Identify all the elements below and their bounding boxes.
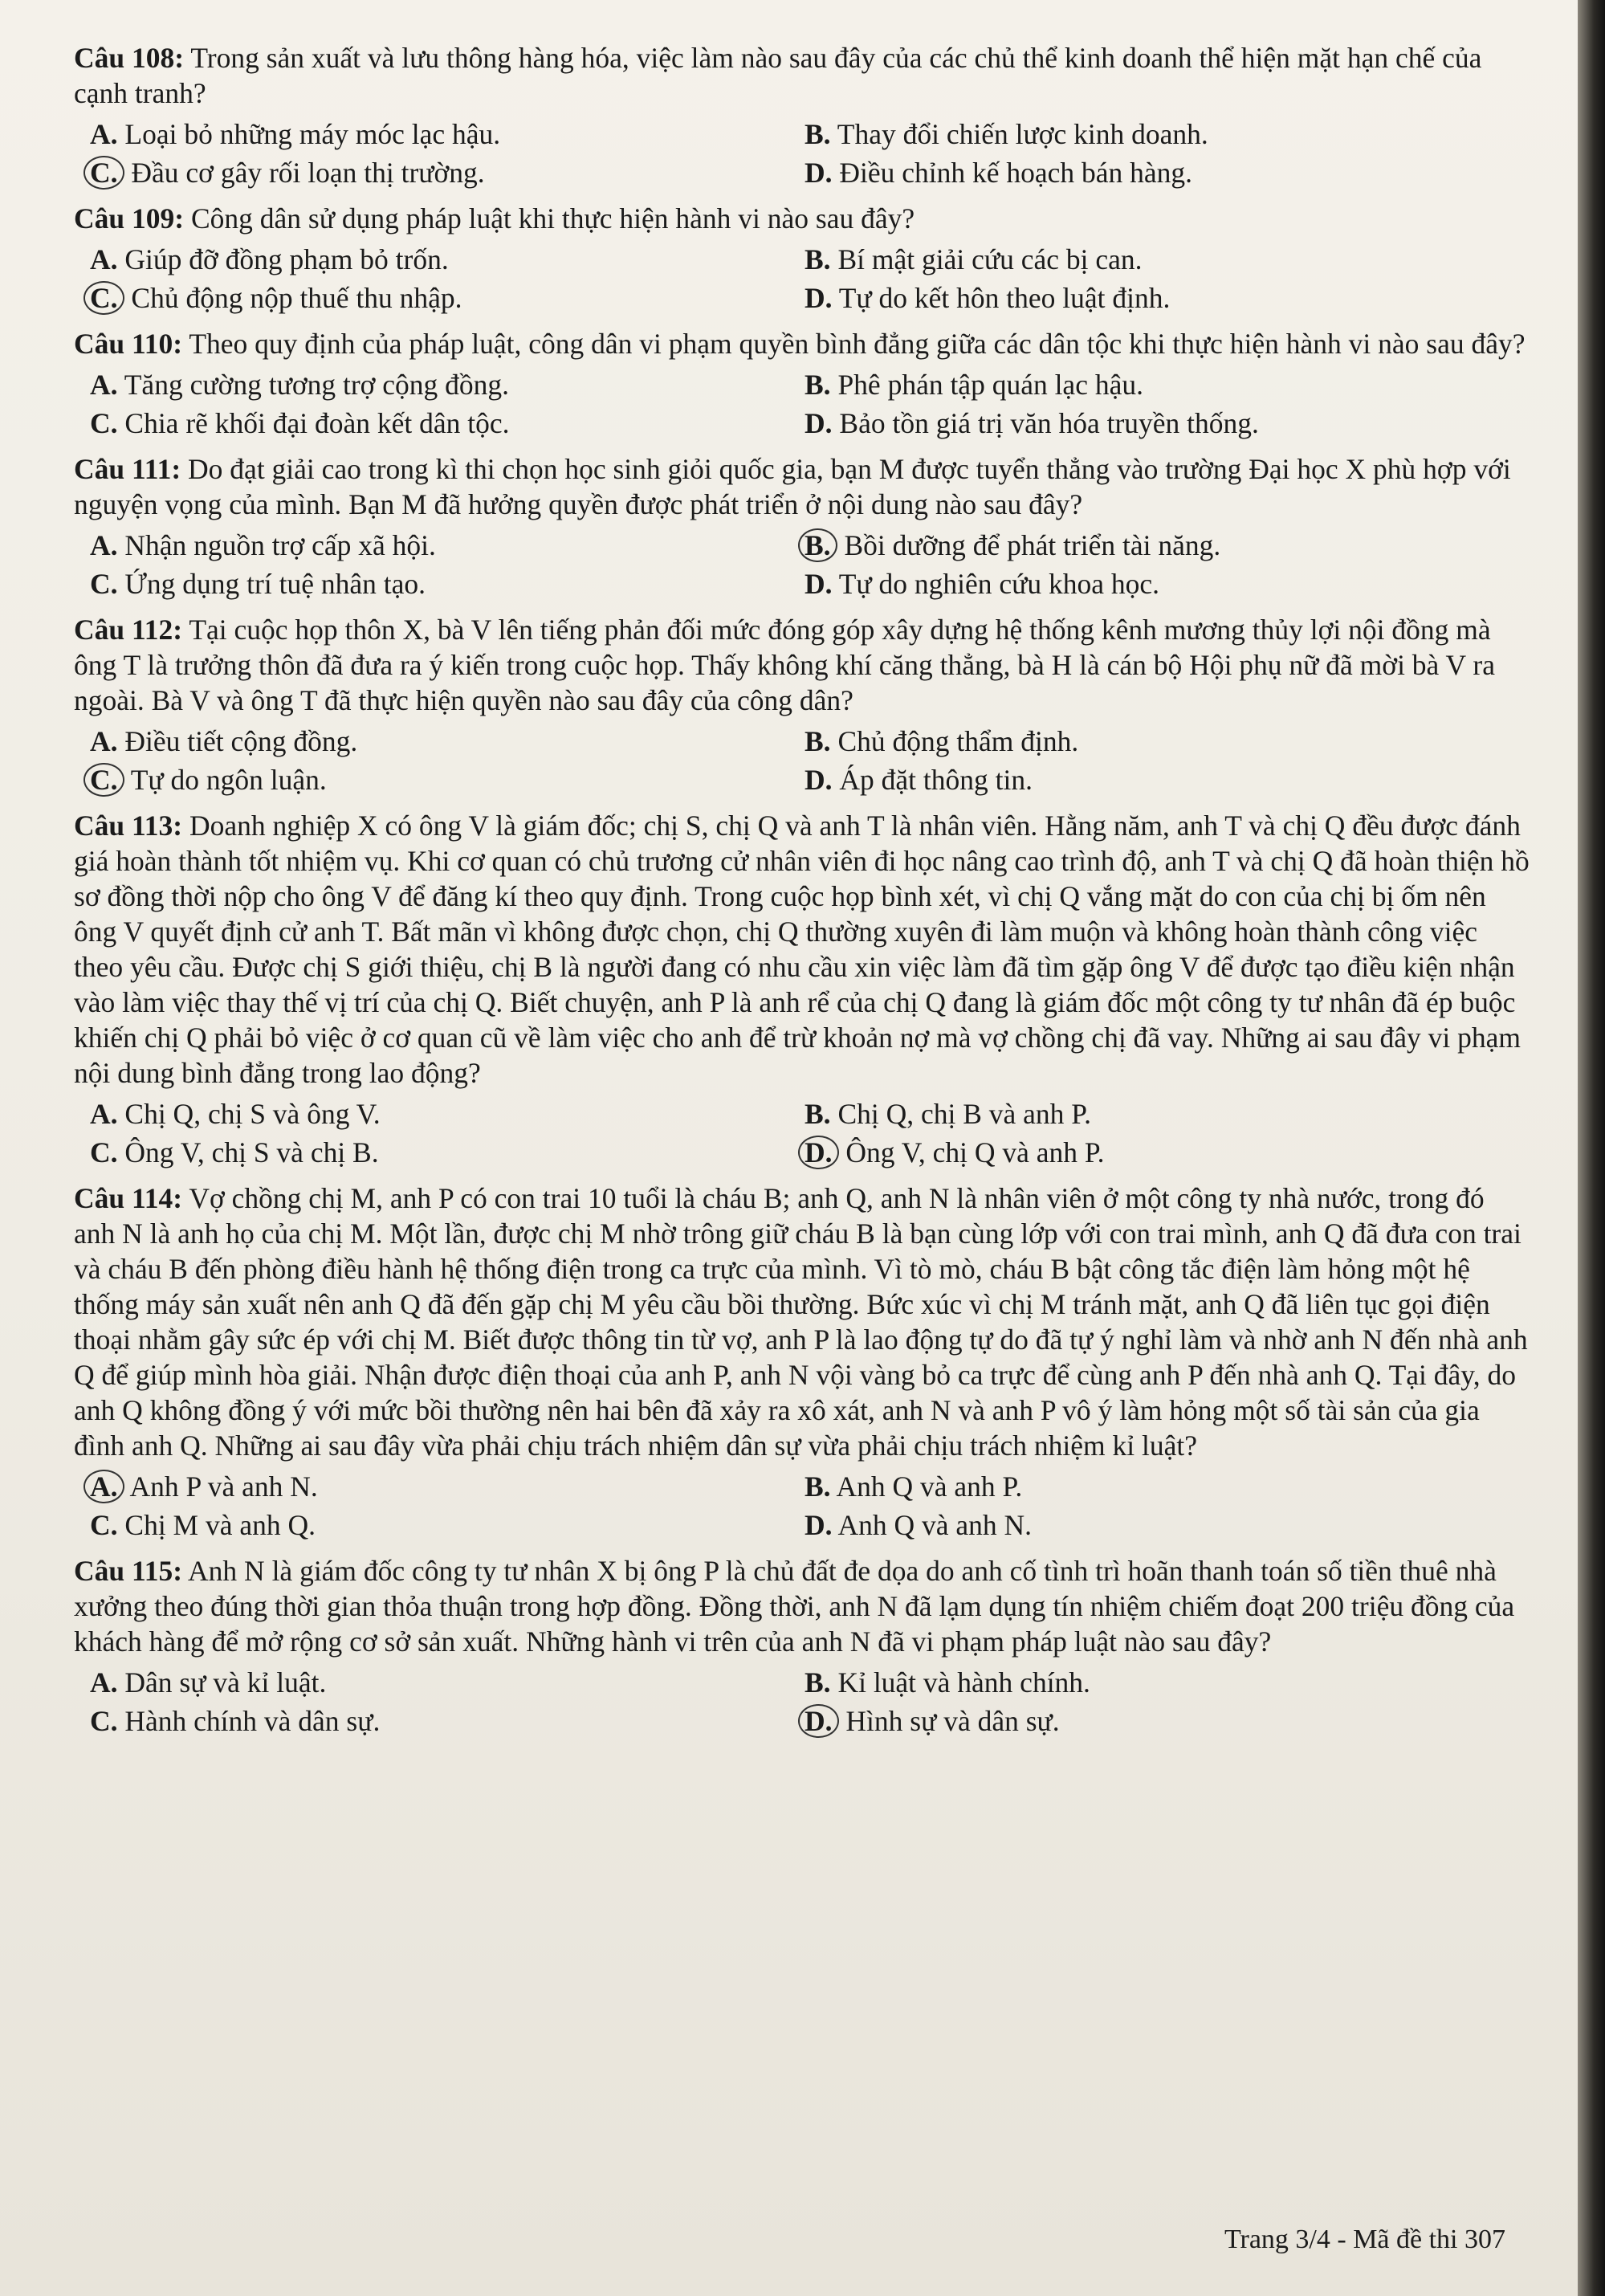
page-edge-shadow	[1578, 0, 1605, 2296]
option-b[interactable]: B. Bí mật giải cứu các bị can.	[805, 243, 1143, 275]
option-d[interactable]: D. Bảo tồn giá trị văn hóa truyền thống.	[805, 407, 1259, 439]
circled-answer-mark: C.	[84, 281, 124, 315]
option-b[interactable]: B. Kỉ luật và hành chính.	[805, 1666, 1090, 1699]
option-d[interactable]: D. Điều chỉnh kế hoạch bán hàng.	[805, 157, 1193, 189]
question-label: Câu 110:	[74, 328, 183, 360]
option-c[interactable]: C. Chủ động nộp thuế thu nhập.	[90, 279, 788, 316]
answer-options	[74, 1468, 1530, 1544]
option-d[interactable]: D. Tự do nghiên cứu khoa học.	[805, 568, 1160, 600]
question-text: Công dân sử dụng pháp luật khi thực hiện hành vi nào sau đây?	[190, 202, 915, 234]
question-110	[74, 326, 1530, 442]
question-label: Câu 114:	[74, 1182, 183, 1214]
question-text: Tại cuộc họp thôn X, bà V lên tiếng phản đối mức đóng góp xây dựng hệ thống kênh mương thủy lợi nội đồng mà ông T là trưởng thôn đã đưa ra ý kiến trong cuộc họp. Thấy không khí căng thẳng, bà H là cán bộ Hội phụ nữ đã mời bà V ra ngoài. Bà V và ông T đã thực hiện quyền nào sau đây của công dân?	[74, 614, 1495, 716]
option-a[interactable]: A. Giúp đỡ đồng phạm bỏ trốn.	[90, 243, 449, 275]
option-c[interactable]: C. Chia rẽ khối đại đoàn kết dân tộc.	[90, 407, 510, 439]
option-d[interactable]: D. Áp đặt thông tin.	[805, 764, 1033, 796]
option-b[interactable]: B. Thay đổi chiến lược kinh doanh.	[805, 118, 1208, 150]
question-text: Trong sản xuất và lưu thông hàng hóa, việc làm nào sau đây của các chủ thể kinh doanh thể hiện mặt hạn chế của cạnh tranh?	[74, 42, 1482, 109]
circled-answer-mark: C.	[84, 156, 124, 190]
answer-options	[74, 723, 1530, 798]
question-113	[74, 808, 1530, 1171]
answer-options	[74, 116, 1530, 191]
question-text: Do đạt giải cao trong kì thi chọn học sinh giỏi quốc gia, bạn M được tuyển thẳng vào trường Đại học X phù hợp với nguyện vọng của mình. Bạn M đã hưởng quyền được phát triển ở nội dung nào sau đây?	[74, 453, 1511, 520]
question-112	[74, 612, 1530, 798]
option-a[interactable]: A. Loại bỏ những máy móc lạc hậu.	[90, 118, 501, 150]
question-text: Vợ chồng chị M, anh P có con trai 10 tuổi là cháu B; anh Q, anh N là nhân viên ở một công ty nhà nước, trong đó anh N là anh họ của chị M. Một lần, được chị M nhờ trông giữ cháu B là bạn cùng lớp với con trai mình, anh Q đã đưa con trai và cháu B đến phòng điều hành hệ thống điện trong ca trực của mình. Vì tò mò, cháu B bật công tắc điện làm hỏng một hệ thống máy sản xuất nên anh Q đã đến gặp chị M yêu cầu bồi thường. Bức xúc vì chị M tránh mặt, anh Q đã liên tục gọi điện thoại nhằm gây sức ép với chị M. Biết được thông tin từ vợ, anh P là lao động tự do đã tự ý nghỉ làm và nhờ anh N đến nhà anh Q để giúp mình hòa giải. Nhận được điện thoại của anh P, anh N vội vàng bỏ ca trực để cùng anh P đến nhà anh Q. Tại đây, do anh Q không đồng ý với mức bồi thường nên hai bên đã xảy ra xô xát, anh N và anh P vô ý làm hỏng một số tài sản của gia đình anh Q. Những ai sau đây vừa phải chịu trách nhiệm dân sự vừa phải chịu trách nhiệm kỉ luật?	[74, 1182, 1528, 1462]
option-c[interactable]: C. Hành chính và dân sự.	[90, 1705, 381, 1737]
circled-answer-mark: D.	[798, 1136, 839, 1169]
option-c[interactable]: C. Đầu cơ gây rối loạn thị trường.	[90, 154, 788, 191]
circled-answer-mark: C.	[84, 763, 124, 797]
question-111	[74, 451, 1530, 602]
question-label: Câu 111:	[74, 453, 181, 485]
answer-options	[74, 1664, 1530, 1739]
option-a[interactable]: A. Dân sự và kỉ luật.	[90, 1666, 327, 1699]
question-label: Câu 109:	[74, 202, 185, 234]
circled-answer-mark: D.	[798, 1704, 839, 1738]
option-a[interactable]: A. Nhận nguồn trợ cấp xã hội.	[90, 529, 436, 561]
option-d[interactable]: D. Ông V, chị Q và anh P.	[805, 1134, 1530, 1171]
option-a[interactable]: A. Điều tiết cộng đồng.	[90, 725, 358, 757]
question-text: Theo quy định của pháp luật, công dân vi phạm quyền bình đẳng giữa các dân tộc khi thực hiện hành vi nào sau đây?	[189, 328, 1526, 360]
option-c[interactable]: C. Ứng dụng trí tuệ nhân tạo.	[90, 568, 426, 600]
option-b[interactable]: B. Chủ động thẩm định.	[805, 725, 1079, 757]
option-b[interactable]: B. Phê phán tập quán lạc hậu.	[805, 369, 1143, 401]
option-c[interactable]: C. Tự do ngôn luận.	[90, 761, 788, 798]
option-d[interactable]: D. Tự do kết hôn theo luật định.	[805, 282, 1171, 314]
question-115	[74, 1553, 1530, 1739]
option-c[interactable]: C. Ông V, chị S và chị B.	[90, 1136, 379, 1168]
option-d[interactable]: D. Anh Q và anh N.	[805, 1509, 1032, 1541]
answer-options	[74, 241, 1530, 316]
question-109	[74, 201, 1530, 316]
option-c[interactable]: C. Chị M và anh Q.	[90, 1509, 316, 1541]
question-label: Câu 112:	[74, 614, 183, 646]
option-b[interactable]: B. Bồi dưỡng để phát triển tài năng.	[805, 527, 1530, 564]
question-108	[74, 40, 1530, 191]
answer-options	[74, 366, 1530, 442]
option-b[interactable]: B. Chị Q, chị B và anh P.	[805, 1098, 1091, 1130]
question-label: Câu 113:	[74, 810, 183, 842]
question-114	[74, 1181, 1530, 1544]
question-label: Câu 115:	[74, 1555, 183, 1587]
answer-options	[74, 527, 1530, 602]
option-b[interactable]: B. Anh Q và anh P.	[805, 1470, 1023, 1503]
option-a[interactable]: A. Tăng cường tương trợ cộng đồng.	[90, 369, 510, 401]
answer-options	[74, 1095, 1530, 1171]
question-text: Doanh nghiệp X có ông V là giám đốc; chị S, chị Q và anh T là nhân viên. Hằng năm, anh T và chị Q đều được đánh giá hoàn thành tốt nhiệm vụ. Khi cơ quan có chủ trương cử nhân viên đi học nâng cao trình độ, anh T và chị Q đã hoàn thiện hồ sơ đồng thời nộp cho ông V để đăng kí theo quy định. Trong cuộc họp bình xét, vì chị Q vắng mặt do con của chị bị ốm nên ông V quyết định cử anh T. Bất mãn vì không được chọn, chị Q thường xuyên đi làm muộn và không hoàn thành công việc theo yêu cầu. Được chị S giới thiệu, chị B là người đang có nhu cầu xin việc làm đã tìm gặp ông V để được tạo điều kiện nhận vào làm việc thay thế vị trí của chị Q. Biết chuyện, anh P là anh rể của chị Q đang là giám đốc một công ty tư nhân đã ép buộc khiến chị Q phải bỏ việc ở cơ quan cũ về làm việc cho anh để trừ khoản nợ mà vợ chồng chị đã vay. Những ai sau đây vi phạm nội dung bình đẳng trong lao động?	[74, 810, 1530, 1089]
option-a[interactable]: A. Anh P và anh N.	[90, 1468, 788, 1505]
page-footer: Trang 3/4 - Mã đề thi 307	[1224, 2225, 1505, 2254]
option-d[interactable]: D. Hình sự và dân sự.	[805, 1703, 1530, 1739]
question-label: Câu 108:	[74, 42, 185, 74]
circled-answer-mark: A.	[84, 1470, 124, 1503]
question-text: Anh N là giám đốc công ty tư nhân X bị ông P là chủ đất đe dọa do anh cố tình trì hoãn thanh toán số tiền thuê nhà xưởng theo đúng thời gian thỏa thuận trong hợp đồng. Đồng thời, anh N đã lạm dụng tín nhiệm chiếm đoạt 200 triệu đồng của khách hàng để mở rộng cơ sở sản xuất. Những hành vi trên của anh N đã vi phạm pháp luật nào sau đây?	[74, 1555, 1515, 1658]
circled-answer-mark: B.	[798, 528, 837, 562]
option-a[interactable]: A. Chị Q, chị S và ông V.	[90, 1098, 381, 1130]
